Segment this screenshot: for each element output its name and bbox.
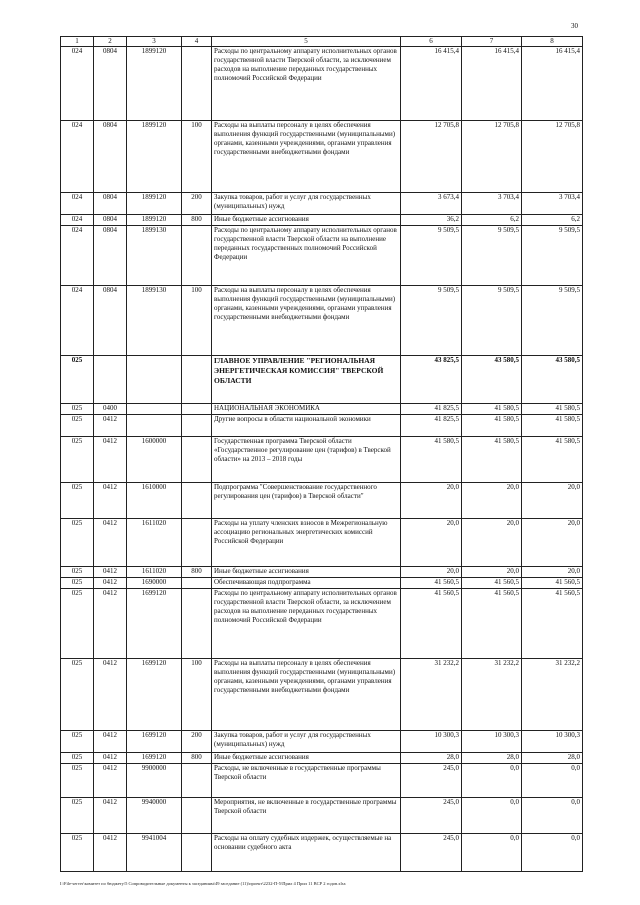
target-article-cell: 9941004 <box>127 834 182 872</box>
amount-col7-cell: 16 415,4 <box>462 47 522 121</box>
amount-col8-cell: 9 509,5 <box>522 226 583 286</box>
file-path-footer: I:\File-server\комитет по бюджету\5 Сопроводительные документы к заседаниям\49 заседание (11)\проект\2232-П-5\Прил 4 Прил 11 ВСР 2 годов.xlsx <box>60 881 346 886</box>
expense-type-cell <box>182 764 212 798</box>
amount-col8-cell: 6,2 <box>522 215 583 226</box>
amount-col7-cell: 43 580,5 <box>462 356 522 404</box>
amount-col6-cell: 28,0 <box>401 753 462 764</box>
table-row <box>61 567 583 578</box>
description-cell: Иные бюджетные ассигнования <box>212 753 401 764</box>
ministry-code-cell: 025 <box>61 483 94 519</box>
target-article-cell: 1899120 <box>127 193 182 215</box>
section-code-cell: 0412 <box>94 589 127 659</box>
ministry-code-cell: 024 <box>61 226 94 286</box>
expense-type-cell <box>182 834 212 872</box>
amount-col7-cell: 0,0 <box>462 798 522 834</box>
header-cell: 6 <box>401 37 462 47</box>
ministry-code-cell: 024 <box>61 121 94 193</box>
description-cell: Государственная программа Тверской области «Государственное регулирование цен (тарифов) в Тверской области» на 2013 – 2018 годы <box>212 437 401 483</box>
section-code-cell: 0412 <box>94 764 127 798</box>
amount-col6-cell: 3 673,4 <box>401 193 462 215</box>
amount-col7-cell: 41 560,5 <box>462 578 522 589</box>
header-cell: 2 <box>94 37 127 47</box>
description-cell: Другие вопросы в области национальной экономики <box>212 415 401 437</box>
ministry-code-cell: 025 <box>61 437 94 483</box>
ministry-code-cell: 025 <box>61 731 94 753</box>
target-article-cell: 1611020 <box>127 567 182 578</box>
amount-col6-cell: 36,2 <box>401 215 462 226</box>
table-row <box>61 589 583 659</box>
expense-type-cell <box>182 589 212 659</box>
table-row <box>61 483 583 519</box>
table-row <box>61 798 583 834</box>
ministry-code-cell: 025 <box>61 578 94 589</box>
amount-col6-cell: 31 232,2 <box>401 659 462 731</box>
ministry-code-cell: 024 <box>61 193 94 215</box>
expense-type-cell: 100 <box>182 121 212 193</box>
expense-type-cell <box>182 519 212 567</box>
amount-col6-cell: 10 300,3 <box>401 731 462 753</box>
table-row <box>61 215 583 226</box>
description-cell: Иные бюджетные ассигнования <box>212 567 401 578</box>
ministry-code-cell: 025 <box>61 415 94 437</box>
amount-col7-cell: 20,0 <box>462 567 522 578</box>
ministry-code-cell: 025 <box>61 659 94 731</box>
amount-col7-cell: 0,0 <box>462 834 522 872</box>
amount-col8-cell: 20,0 <box>522 567 583 578</box>
header-cell: 5 <box>212 37 401 47</box>
section-code-cell: 0804 <box>94 215 127 226</box>
section-code-cell: 0412 <box>94 798 127 834</box>
target-article-cell: 1690000 <box>127 578 182 589</box>
amount-col8-cell: 0,0 <box>522 798 583 834</box>
target-article-cell: 1899120 <box>127 47 182 121</box>
target-article-cell: 1610000 <box>127 483 182 519</box>
table-row <box>61 659 583 731</box>
header-cell: 1 <box>61 37 94 47</box>
description-cell: Мероприятия, не включенные в государственные программы Тверской области <box>212 798 401 834</box>
table-row <box>61 578 583 589</box>
ministry-code-cell: 025 <box>61 834 94 872</box>
ministry-code-cell: 024 <box>61 286 94 356</box>
amount-col6-cell: 41 825,5 <box>401 404 462 415</box>
expense-type-cell: 200 <box>182 193 212 215</box>
description-cell: Расходы на выплаты персоналу в целях обеспечения выполнения функций государственными (муниципальными) органами, казенными учреждениями, органами управления государственными внебюджетными фондами <box>212 286 401 356</box>
amount-col8-cell: 0,0 <box>522 834 583 872</box>
table-row <box>61 764 583 798</box>
description-cell: Расходы по центральному аппарату исполнительных органов государственной власти Тверской области, за исключением расходов на выполнение переданных государственных полномочий Российской Федерации <box>212 589 401 659</box>
amount-col7-cell: 10 300,3 <box>462 731 522 753</box>
target-article-cell <box>127 404 182 415</box>
amount-col6-cell: 20,0 <box>401 519 462 567</box>
table-row <box>61 226 583 286</box>
amount-col8-cell: 12 705,8 <box>522 121 583 193</box>
expense-type-cell <box>182 437 212 483</box>
expense-type-cell: 100 <box>182 659 212 731</box>
expense-type-cell: 100 <box>182 286 212 356</box>
expense-type-cell: 800 <box>182 753 212 764</box>
section-code-cell <box>94 356 127 404</box>
amount-col6-cell: 245,0 <box>401 764 462 798</box>
expense-type-cell: 800 <box>182 215 212 226</box>
amount-col7-cell: 41 580,5 <box>462 437 522 483</box>
amount-col7-cell: 20,0 <box>462 519 522 567</box>
target-article-cell: 1899130 <box>127 226 182 286</box>
ministry-code-cell: 025 <box>61 567 94 578</box>
target-article-cell: 1699120 <box>127 731 182 753</box>
target-article-cell: 1899130 <box>127 286 182 356</box>
amount-col7-cell: 0,0 <box>462 764 522 798</box>
description-cell: Расходы, не включенные в государственные программы Тверской области <box>212 764 401 798</box>
description-cell: Расходы на оплату судебных издержек, осуществляемые на основании судебного акта <box>212 834 401 872</box>
amount-col7-cell: 3 703,4 <box>462 193 522 215</box>
amount-col7-cell: 20,0 <box>462 483 522 519</box>
section-code-cell: 0804 <box>94 226 127 286</box>
section-code-cell: 0412 <box>94 731 127 753</box>
header-cell: 8 <box>522 37 583 47</box>
section-code-cell: 0804 <box>94 47 127 121</box>
section-code-cell: 0412 <box>94 567 127 578</box>
description-cell: Обеспечивающая подпрограмма <box>212 578 401 589</box>
expense-type-cell <box>182 47 212 121</box>
description-cell: Иные бюджетные ассигнования <box>212 215 401 226</box>
header-cell: 7 <box>462 37 522 47</box>
amount-col6-cell: 9 509,5 <box>401 286 462 356</box>
amount-col8-cell: 41 580,5 <box>522 415 583 437</box>
amount-col8-cell: 10 300,3 <box>522 731 583 753</box>
amount-col8-cell: 20,0 <box>522 483 583 519</box>
target-article-cell: 1699120 <box>127 753 182 764</box>
target-article-cell: 1899120 <box>127 121 182 193</box>
description-cell: Расходы на уплату членских взносов в Межрегиональную ассоциацию региональных энергетических комиссий Российской Федерации <box>212 519 401 567</box>
expense-type-cell <box>182 578 212 589</box>
ministry-code-cell: 025 <box>61 753 94 764</box>
description-cell: ГЛАВНОЕ УПРАВЛЕНИЕ "РЕГИОНАЛЬНАЯ ЭНЕРГЕТИЧЕСКАЯ КОМИССИЯ" ТВЕРСКОЙ ОБЛАСТИ <box>212 356 401 404</box>
amount-col6-cell: 12 705,8 <box>401 121 462 193</box>
target-article-cell: 9900000 <box>127 764 182 798</box>
amount-col6-cell: 20,0 <box>401 567 462 578</box>
header-cell: 4 <box>182 37 212 47</box>
amount-col8-cell: 3 703,4 <box>522 193 583 215</box>
target-article-cell: 1699120 <box>127 589 182 659</box>
ministry-code-cell: 025 <box>61 356 94 404</box>
amount-col8-cell: 41 560,5 <box>522 589 583 659</box>
section-code-cell: 0804 <box>94 193 127 215</box>
table-row <box>61 47 583 121</box>
ministry-code-cell: 024 <box>61 47 94 121</box>
amount-col6-cell: 41 560,5 <box>401 578 462 589</box>
amount-col8-cell: 0,0 <box>522 764 583 798</box>
expense-type-cell: 800 <box>182 567 212 578</box>
page-number: 30 <box>571 22 578 30</box>
target-article-cell: 1699120 <box>127 659 182 731</box>
amount-col8-cell: 41 580,5 <box>522 437 583 483</box>
target-article-cell: 1611020 <box>127 519 182 567</box>
amount-col7-cell: 28,0 <box>462 753 522 764</box>
amount-col6-cell: 245,0 <box>401 834 462 872</box>
amount-col6-cell: 41 580,5 <box>401 437 462 483</box>
target-article-cell <box>127 415 182 437</box>
table-row <box>61 437 583 483</box>
table-row <box>61 753 583 764</box>
ministry-code-cell: 025 <box>61 764 94 798</box>
amount-col7-cell: 12 705,8 <box>462 121 522 193</box>
ministry-code-cell: 025 <box>61 589 94 659</box>
table-row <box>61 286 583 356</box>
table-row <box>61 834 583 872</box>
amount-col6-cell: 245,0 <box>401 798 462 834</box>
target-article-cell: 9940000 <box>127 798 182 834</box>
table-row <box>61 731 583 753</box>
amount-col7-cell: 6,2 <box>462 215 522 226</box>
table-header-row <box>61 37 583 47</box>
section-code-cell: 0412 <box>94 659 127 731</box>
expense-type-cell <box>182 356 212 404</box>
description-cell: Расходы на выплаты персоналу в целях обеспечения выполнения функций государственными (муниципальными) органами, казенными учреждениями, органами управления государственными внебюджетными фондами <box>212 659 401 731</box>
ministry-code-cell: 025 <box>61 519 94 567</box>
description-cell: Расходы на выплаты персоналу в целях обеспечения выполнения функций государственными (муниципальными) органами, казенными учреждениями, органами управления государственными внебюджетными фондами <box>212 121 401 193</box>
expense-type-cell <box>182 798 212 834</box>
amount-col7-cell: 9 509,5 <box>462 226 522 286</box>
table-row <box>61 415 583 437</box>
amount-col8-cell: 43 580,5 <box>522 356 583 404</box>
amount-col8-cell: 41 560,5 <box>522 578 583 589</box>
table-row <box>61 404 583 415</box>
target-article-cell <box>127 356 182 404</box>
expense-type-cell: 200 <box>182 731 212 753</box>
amount-col6-cell: 43 825,5 <box>401 356 462 404</box>
table-row <box>61 193 583 215</box>
amount-col6-cell: 41 825,5 <box>401 415 462 437</box>
expense-type-cell <box>182 483 212 519</box>
description-cell: Закупка товаров, работ и услуг для государственных (муниципальных) нужд <box>212 193 401 215</box>
budget-table <box>60 36 583 872</box>
expense-type-cell <box>182 226 212 286</box>
section-code-cell: 0804 <box>94 121 127 193</box>
expense-type-cell <box>182 404 212 415</box>
table-row <box>61 121 583 193</box>
section-code-cell: 0412 <box>94 483 127 519</box>
section-code-cell: 0400 <box>94 404 127 415</box>
amount-col6-cell: 16 415,4 <box>401 47 462 121</box>
amount-col8-cell: 20,0 <box>522 519 583 567</box>
description-cell: Закупка товаров, работ и услуг для государственных (муниципальных) нужд <box>212 731 401 753</box>
section-code-cell: 0804 <box>94 286 127 356</box>
table-row <box>61 356 583 404</box>
amount-col7-cell: 41 580,5 <box>462 415 522 437</box>
section-code-cell: 0412 <box>94 753 127 764</box>
ministry-code-cell: 024 <box>61 215 94 226</box>
section-code-cell: 0412 <box>94 415 127 437</box>
amount-col6-cell: 9 509,5 <box>401 226 462 286</box>
amount-col8-cell: 9 509,5 <box>522 286 583 356</box>
ministry-code-cell: 025 <box>61 404 94 415</box>
amount-col8-cell: 16 415,4 <box>522 47 583 121</box>
header-cell: 3 <box>127 37 182 47</box>
description-cell: Подпрограмма "Совершенствование государственного регулирования цен (тарифов) в Тверской области" <box>212 483 401 519</box>
table-row <box>61 519 583 567</box>
amount-col7-cell: 9 509,5 <box>462 286 522 356</box>
target-article-cell: 1600000 <box>127 437 182 483</box>
section-code-cell: 0412 <box>94 578 127 589</box>
description-cell: Расходы по центральному аппарату исполнительных органов государственной власти Тверской области, за исключением расходов на выполнение переданных государственных полномочий Российской Федерации <box>212 47 401 121</box>
description-cell: НАЦИОНАЛЬНАЯ ЭКОНОМИКА <box>212 404 401 415</box>
target-article-cell: 1899120 <box>127 215 182 226</box>
expense-type-cell <box>182 415 212 437</box>
amount-col8-cell: 41 580,5 <box>522 404 583 415</box>
amount-col6-cell: 20,0 <box>401 483 462 519</box>
ministry-code-cell: 025 <box>61 798 94 834</box>
section-code-cell: 0412 <box>94 437 127 483</box>
section-code-cell: 0412 <box>94 519 127 567</box>
description-cell: Расходы по центральному аппарату исполнительных органов государственной власти Тверской области на выполнение переданных государственных полномочий Российской Федерации <box>212 226 401 286</box>
amount-col7-cell: 31 232,2 <box>462 659 522 731</box>
amount-col6-cell: 41 560,5 <box>401 589 462 659</box>
amount-col7-cell: 41 560,5 <box>462 589 522 659</box>
section-code-cell: 0412 <box>94 834 127 872</box>
amount-col8-cell: 31 232,2 <box>522 659 583 731</box>
amount-col7-cell: 41 580,5 <box>462 404 522 415</box>
amount-col8-cell: 28,0 <box>522 753 583 764</box>
